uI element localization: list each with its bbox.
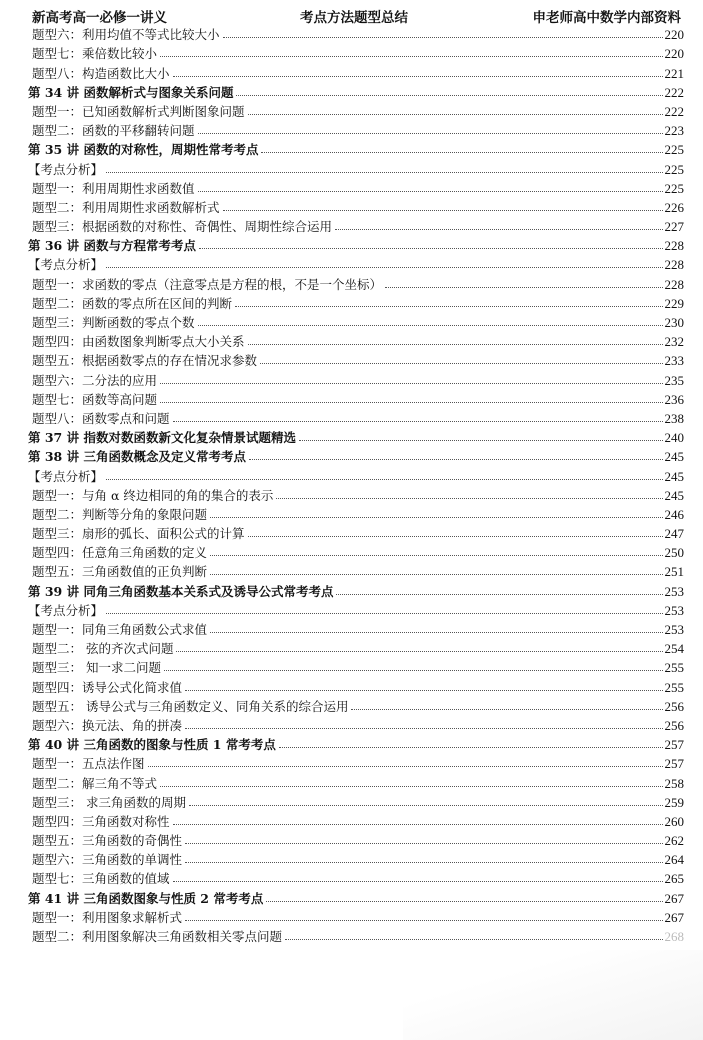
dot-leader [173,822,663,825]
toc-entry-title: 题型八：构造函数比大小 [32,65,170,81]
toc-entry-title: 题型二：函数的零点所在区间的判断 [32,295,233,311]
toc-entry-title: 题型一：五点法作图 [32,756,145,772]
toc-entry-title: 题型一：同角三角函数公式求值 [32,622,208,637]
toc-entry-title: 题型三： 求三角函数的周期 [32,794,186,810]
toc-entry-title: 题型四：诱导公式化简求值 [32,679,183,695]
dot-leader [210,572,662,575]
toc-entry-title: 题型一：已知函数解析式判断图象问题 [32,103,245,119]
toc-entry-title: 题型一：利用图象求解析式 [32,909,183,925]
toc-page-number: 255 [664,660,684,676]
toc-entry-title: 第 41 讲 三角函数图象与性质 2 常考考点 [28,890,264,906]
page-header [0,0,703,24]
toc-entry-title: 第 36 讲 函数与方程常考考点 [28,238,196,254]
toc-item-row [28,330,684,349]
toc-entry-title: 题型四：由函数图象判断零点大小关系 [32,334,245,350]
toc-page-number: 220 [664,46,684,62]
header-left-title: 新高考高一必修一讲义 [32,10,167,26]
dot-leader [335,227,662,230]
toc-item-row [28,349,684,368]
toc-entry-title: 题型八：函数零点和问题 [32,410,170,426]
toc-item-row [28,23,684,42]
toc-chapter-row [28,445,684,464]
toc-item-row [28,42,684,61]
toc-item-row [28,791,684,810]
toc-page-number: 258 [664,775,684,791]
toc-page-number: 268 [664,929,684,944]
toc-item-row [28,867,684,886]
toc-chapter-row [28,886,684,905]
toc-page-number: 265 [664,871,684,887]
dot-leader [148,764,663,767]
toc-entry-title: 第 35 讲 函数的对称性，周期性常考考点 [28,142,259,158]
toc-page-number: 225 [664,180,684,196]
toc-page-number: 220 [664,27,684,43]
toc-item-row [28,292,684,311]
dot-leader [276,496,662,499]
toc-item-row [28,541,684,560]
toc-page-number: 222 [664,103,684,119]
table-of-contents [28,23,684,944]
toc-page-number: 228 [664,238,684,254]
dot-leader [223,35,663,38]
toc-entry-title: 题型七：乘倍数比较小 [32,46,158,62]
toc-page-number: 221 [664,65,684,81]
dot-leader [185,726,662,729]
dot-leader [160,54,662,57]
dot-leader [279,745,663,748]
dot-leader [199,246,663,249]
toc-entry-title: 【考点分析】 [28,602,104,618]
toc-page-number: 247 [664,526,684,542]
toc-page-number: 226 [664,199,684,215]
toc-page-number: 257 [664,756,684,772]
header-center-title: 考点方法题型总结 [300,10,408,26]
dot-leader [106,611,662,614]
toc-item-row [28,272,684,291]
toc-item-row [28,906,684,925]
toc-chapter-row [28,579,684,598]
toc-item-row [28,752,684,771]
dot-leader [299,438,663,441]
toc-item-row [28,484,684,503]
dot-leader [248,342,663,345]
toc-page-number: 251 [664,564,684,580]
dot-leader [210,630,662,633]
toc-page-number: 245 [664,449,684,465]
toc-page-number: 253 [664,583,684,599]
toc-entry-title: 题型七：三角函数的值域 [32,871,170,887]
toc-entry-title: 第 37 讲 指数对数函数新文化复杂情景试题精选 [28,430,296,446]
toc-page-number: 245 [664,487,684,503]
dot-leader [106,477,662,480]
toc-page-number: 246 [664,506,684,522]
dot-leader [248,112,663,115]
toc-item-row [28,829,684,848]
toc-entry-title: 题型四：三角函数对称性 [32,813,170,829]
dot-leader [173,74,663,77]
dot-leader [185,918,662,921]
dot-leader [235,304,662,307]
toc-entry-title: 题型五：三角函数的奇偶性 [32,833,183,849]
toc-item-row [28,388,684,407]
toc-page-number: 262 [664,833,684,849]
toc-entry-title: 题型一：求函数的零点（注意零点是方程的根，不是一个坐标） [32,276,383,292]
dot-leader [185,860,662,863]
toc-entry-title: 题型一：与角 α 终边相同的角的集合的表示 [32,487,274,503]
toc-entry-title: 第 38 讲 三角函数概念及定义常考考点 [28,449,246,465]
toc-item-row [28,810,684,829]
toc-item-row [28,656,684,675]
toc-entry-title: 第 40 讲 三角函数的图象与性质 1 常考考点 [28,737,276,753]
dot-leader [285,937,662,940]
toc-chapter-row [28,426,684,445]
toc-entry-title: 题型二：解三角不等式 [32,775,158,791]
toc-entry-title: 题型五：根据函数零点的存在情况求参数 [32,353,258,369]
toc-page-number: 267 [664,890,684,906]
toc-analysis-row [28,599,684,618]
toc-entry-title: 题型六：二分法的应用 [32,372,158,388]
dot-leader [198,189,663,192]
toc-chapter-row [28,81,684,100]
toc-item-row [28,503,684,522]
toc-page-number: 257 [664,737,684,753]
toc-entry-title: 题型五： 诱导公式与三角函数定义、同角关系的综合运用 [32,698,349,714]
toc-page-number: 260 [664,813,684,829]
toc-entry-title: 【考点分析】 [28,257,104,273]
toc-page-number: 222 [664,84,684,100]
toc-item-row [28,368,684,387]
toc-page-number: 259 [664,794,684,810]
dot-leader [189,803,663,806]
toc-item-row [28,407,684,426]
toc-entry-title: 题型四：任意角三角函数的定义 [32,545,208,561]
toc-item-row [28,177,684,196]
dot-leader [185,688,662,691]
toc-entry-title: 【考点分析】 [28,468,104,484]
toc-page-number: 236 [664,391,684,407]
toc-item-row [28,848,684,867]
toc-page-number: 225 [664,161,684,177]
dot-leader [223,208,663,211]
toc-item-row [28,695,684,714]
toc-page-number: 227 [664,219,684,235]
toc-item-row [28,675,684,694]
toc-entry-title: 题型六：利用均值不等式比较大小 [32,27,220,43]
toc-item-row [28,925,684,944]
toc-entry-title: 题型三： 知一求二问题 [32,660,161,676]
toc-item-row [28,560,684,579]
toc-item-row [28,61,684,80]
toc-page-number: 254 [664,641,684,657]
toc-entry-title: 第 39 讲 同角三角函数基本关系式及诱导公式常考考点 [28,583,334,599]
dot-leader [351,707,662,710]
dot-leader [173,419,663,422]
toc-entry-title: 题型二：利用图象解决三角函数相关零点问题 [32,929,283,944]
dot-leader [164,668,663,671]
toc-page-number: 229 [664,295,684,311]
toc-page-number: 223 [664,123,684,139]
toc-page-number: 256 [664,717,684,733]
toc-entry-title: 【考点分析】 [28,161,104,177]
dot-leader [385,285,662,288]
toc-entry-title: 题型五：三角函数值的正负判断 [32,564,208,580]
toc-page-number: 233 [664,353,684,369]
dot-leader [198,131,663,134]
toc-page-number: 256 [664,698,684,714]
toc-entry-title: 题型二： 弦的齐次式问题 [32,641,174,657]
toc-entry-title: 题型一：利用周期性求函数值 [32,180,195,196]
toc-page-number: 230 [664,315,684,330]
toc-entry-title: 题型六：换元法、角的拼凑 [32,717,183,733]
dot-leader [198,323,663,326]
dot-leader [106,170,662,173]
dot-leader [248,534,663,537]
dot-leader [210,515,662,518]
header-right-title: 申老师高中数学内部资料 [532,10,681,26]
toc-chapter-row [28,733,684,752]
toc-item-row [28,637,684,656]
toc-analysis-row [28,253,684,272]
toc-analysis-row [28,464,684,483]
dot-leader [260,361,662,364]
page-curl-shadow [403,950,703,1040]
dot-leader [261,150,662,153]
toc-item-row [28,119,684,138]
toc-chapter-row [28,138,684,157]
toc-page-number: 264 [664,852,684,868]
toc-page-number: 235 [664,372,684,388]
toc-page-number: 228 [664,257,684,273]
toc-entry-title: 第 34 讲 函数解析式与图象关系问题 [28,84,234,100]
toc-entry-title: 题型二：函数的平移翻转问题 [32,123,195,139]
dot-leader [160,400,662,403]
toc-entry-title: 题型二：判断等分角的象限问题 [32,506,208,522]
toc-item-row [28,215,684,234]
dot-leader [336,592,662,595]
dot-leader [106,265,662,268]
toc-entry-title: 题型三：根据函数的对称性、奇偶性、周期性综合运用 [32,219,333,235]
dot-leader [160,381,662,384]
dot-leader [173,879,663,882]
dot-leader [249,457,663,460]
toc-entry-title: 题型二：利用周期性求函数解析式 [32,199,220,215]
toc-page-number: 267 [664,909,684,925]
toc-chapter-row [28,234,684,253]
toc-page-number: 225 [664,142,684,158]
toc-page-number: 228 [664,276,684,292]
toc-analysis-row [28,157,684,176]
toc-item-row [28,100,684,119]
toc-entry-title: 题型七：函数等高问题 [32,391,158,407]
toc-page-number: 238 [664,410,684,426]
dot-leader [185,841,662,844]
dot-leader [160,784,662,787]
toc-item-row [28,618,684,637]
toc-item-row [28,311,684,330]
dot-leader [266,899,662,902]
toc-page-number: 253 [664,622,684,637]
toc-entry-title: 题型三：判断函数的零点个数 [32,315,195,330]
toc-page-number: 255 [664,679,684,695]
toc-page-number: 245 [664,468,684,484]
toc-page-number: 250 [664,545,684,561]
toc-item-row [28,714,684,733]
toc-page-number: 240 [664,430,684,446]
dot-leader [236,93,662,96]
dot-leader [210,553,662,556]
toc-item-row [28,522,684,541]
toc-item-row [28,196,684,215]
toc-entry-title: 题型三：扇形的弧长、面积公式的计算 [32,526,245,542]
toc-page-number: 232 [664,334,684,350]
toc-page-number: 253 [664,602,684,618]
toc-item-row [28,771,684,790]
dot-leader [176,649,662,652]
toc-entry-title: 题型六：三角函数的单调性 [32,852,183,868]
